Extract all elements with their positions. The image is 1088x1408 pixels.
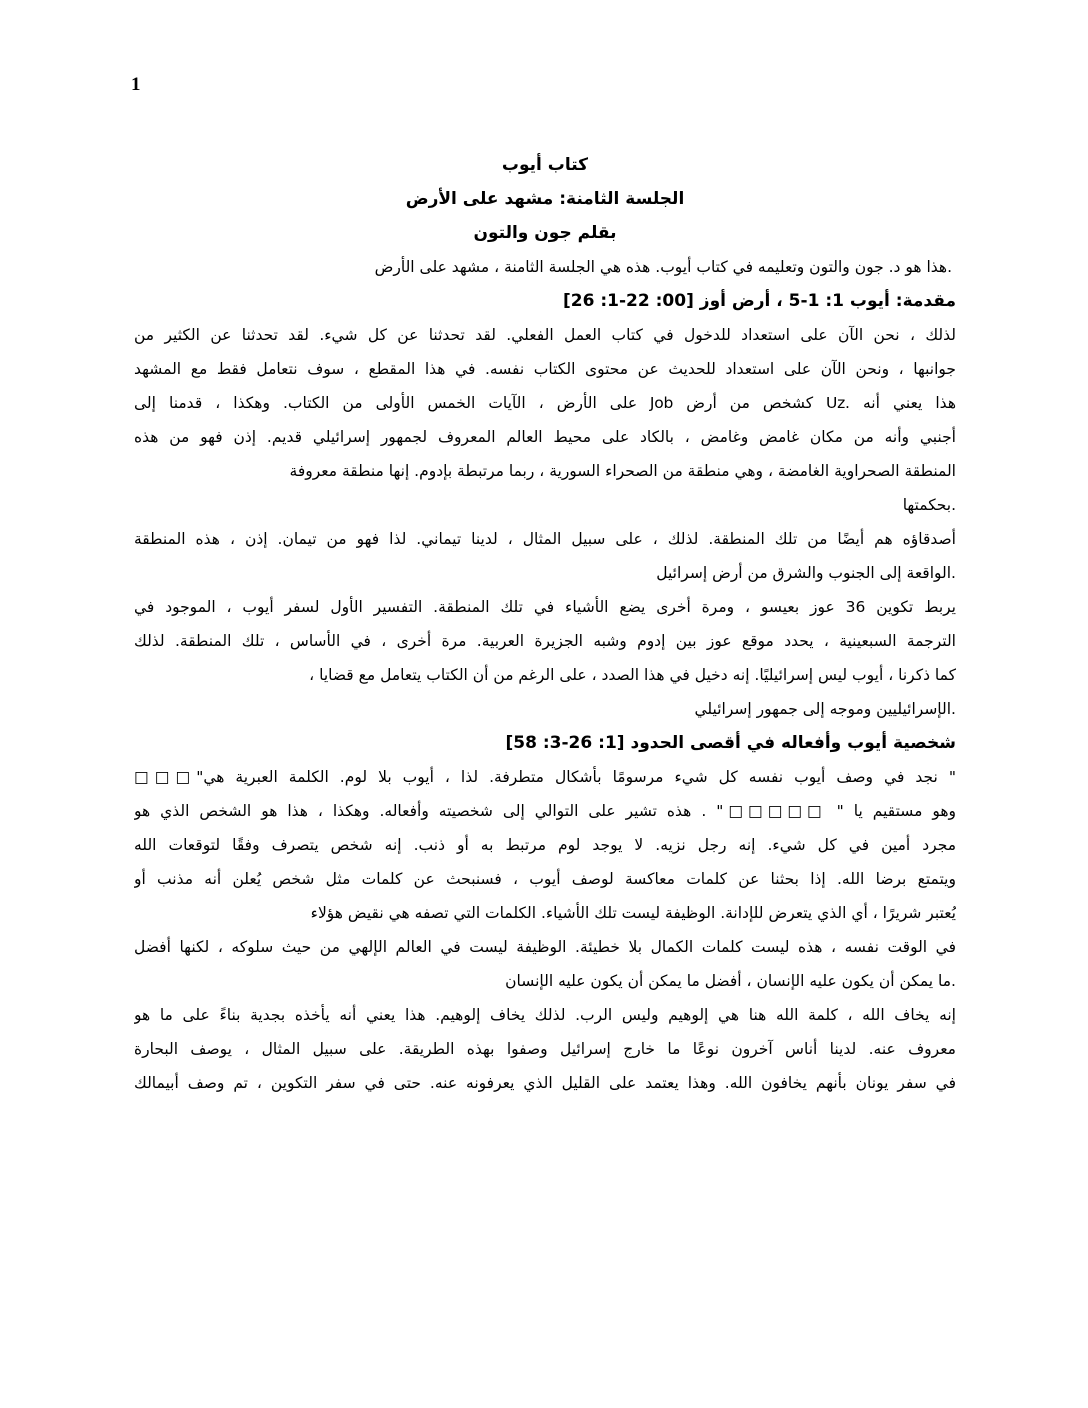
section-heading: شخصية أيوب وأفعاله في أقصى الحدود [1: 26-3: 58] bbox=[505, 733, 956, 753]
paragraph bbox=[134, 318, 956, 522]
text-line: هذا يعني أنه .Uz كشخص من أرض Job على الأرض ، الآيات الخمس الأولى من الكتاب. وهكذا ، قدمنا إلى bbox=[134, 394, 956, 412]
text-line: معروف عنه. لدينا أناس آخرون نوعًا ما خارج إسرائيل وصفوا بهذه الطريقة. على سبيل المثال ، يوصف البحارة bbox=[134, 1040, 956, 1058]
paragraph bbox=[134, 998, 956, 1100]
text-line: في سفر يونان بأنهم يخافون الله. وهذا يعتمد على القليل الذي يعرفونه عنه. حتى في سفر التكوين ، تم وصف أبيمالك bbox=[134, 1074, 956, 1092]
section-introduction bbox=[134, 284, 956, 726]
text-line: المنطقة الصحراوية الغامضة ، وهي منطقة من الصحراء السورية ، ربما مرتبطة بإدوم. إنها منطقة معروفة bbox=[289, 462, 956, 480]
text-line: .بحكمتها bbox=[902, 496, 956, 514]
page-number: 1 bbox=[131, 74, 141, 95]
paragraph bbox=[134, 760, 956, 998]
text-line: يربط تكوين 36 عوز بعيسو ، ومرة أخرى يضع الأشياء في تلك المنطقة. التفسير الأول لسفر أيوب ، الموجود في bbox=[134, 598, 956, 616]
text-line: كما ذكرنا ، أيوب ليس إسرائيليًا. إنه دخيل في هذا الصدد ، على الرغم من أن الكتاب يتعامل مع قضايا ، bbox=[309, 666, 956, 684]
text-line: .ما يمكن أن يكون عليه الإنسان ، أفضل ما يمكن أن يكون عليه الإنسان bbox=[505, 972, 956, 990]
document-body bbox=[134, 148, 956, 1100]
intro-line: .هذا هو د. جون والتون وتعليمه في كتاب أيوب. هذه هي الجلسة الثامنة ، مشهد على الأرض bbox=[374, 258, 952, 276]
text-line: .الإسرائيليين وموجه إلى جمهور إسرائيلي bbox=[694, 700, 956, 718]
session-title: الجلسة الثامنة: مشهد على الأرض bbox=[405, 189, 685, 209]
text-line: الترجمة السبعينية ، يحدد موقع عوز بين إدوم وشبه الجزيرة العربية. مرة أخرى ، في الأساس ، تلك المنطقة. لذلك bbox=[134, 632, 956, 650]
text-line: في الوقت نفسه ، هذه ليست كلمات الكمال بلا خطيئة. الوظيفة ليست في العالم الإلهي من حيث سلوكه ، لكنها أفضل bbox=[134, 938, 956, 956]
text-line: مجرد أمين في كل شيء. إنه رجل نزيه. لا يوجد لوم مرتبط به أو ذنب. إنه شخص يتصرف وفقًا لتوقعات الله bbox=[134, 836, 956, 854]
text-line: ويتمتع برضا الله. إذا بحثنا عن كلمات معاكسة لوصف أيوب ، فسنبحث عن كلمات مثل شخص يُعلن أنه مذنب أو bbox=[134, 870, 956, 888]
text-line: .الواقعة إلى الجنوب والشرق من أرض إسرائيل bbox=[656, 564, 956, 582]
text-line: إنه يخاف الله ، كلمة الله هنا هي إلوهيم وليس الرب. لذلك يخاف إلوهيم. هذا يعني أنه يأخذه بجدية بناءً على ما هو bbox=[134, 1006, 956, 1024]
text-line: وهو مستقيم يا " □□□□□" . هذه تشير على التوالي إلى شخصيته وأفعاله. وهكذا ، هذا هو الشخص الذي هو bbox=[134, 802, 956, 820]
text-line: جوانبها ، ونحن الآن على استعداد للحديث عن محتوى الكتاب نفسه. في هذا المقطع ، سوف نتعامل فقط مع المشهد bbox=[134, 360, 956, 378]
section-job-character bbox=[134, 726, 956, 1100]
text-line: أصدقاؤه هم أيضًا من تلك المنطقة. لذلك ، على سبيل المثال ، لدينا تيماني. لذا فهو من تيمان. إذن ، هذه المنطقة bbox=[134, 530, 956, 548]
text-line: يُعتبر شريرًا ، أي الذي يتعرض للإدانة. الوظيفة ليست تلك الأشياء. الكلمات التي تصفه هي نقيض هؤلاء bbox=[310, 904, 956, 922]
section-heading: مقدمة: أيوب 1: 1-5 ، أرض أوز [00: 22-1: 26] bbox=[562, 291, 956, 311]
paragraph bbox=[134, 590, 956, 726]
book-title: كتاب أيوب bbox=[501, 155, 589, 175]
paragraph bbox=[134, 522, 956, 590]
text-line: لذلك ، نحن الآن على استعداد للدخول في كتاب العمل الفعلي. لقد تحدثنا عن كل شيء. لقد تحدثنا عن الكثير من bbox=[134, 326, 956, 344]
text-line: أجنبي وأنه من مكان غامض وغامض ، بالكاد على محيط العالم المعروف لجمهور إسرائيلي قديم. إذن فهو من هذه bbox=[134, 428, 956, 446]
author-line: بقلم جون والتون bbox=[473, 223, 617, 243]
text-line: " نجد في وصف أيوب نفسه كل شيء مرسومًا بأشكال متطرفة. لذا ، أيوب بلا لوم. الكلمة العبرية هي"□□□ bbox=[134, 768, 956, 786]
